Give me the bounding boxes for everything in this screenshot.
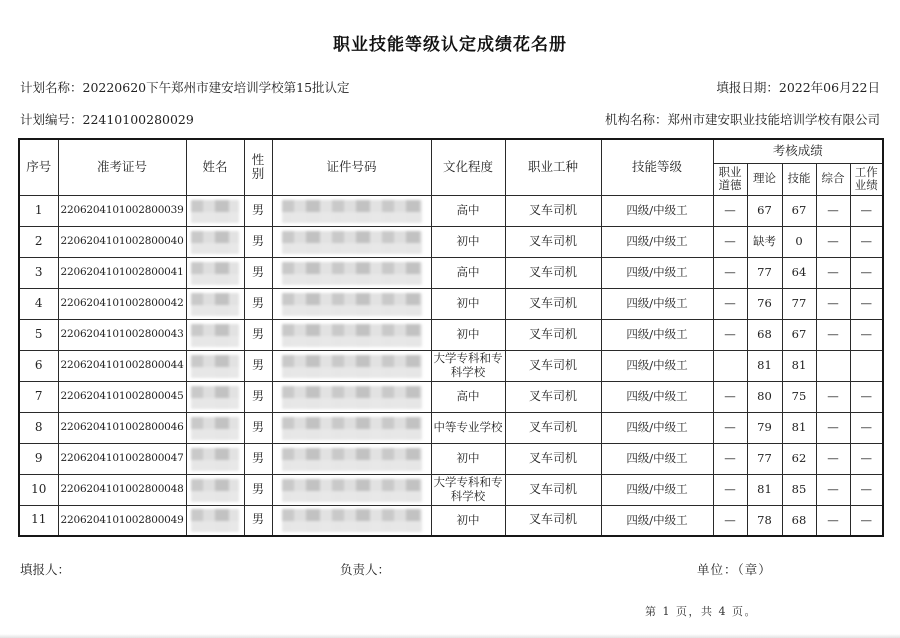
redacted-name-block xyxy=(191,479,239,502)
cell-level: 四级/中级工 xyxy=(601,381,713,412)
cell-gender: 男 xyxy=(244,195,272,226)
cell-id-no xyxy=(272,412,431,443)
cell-score-theory: 68 xyxy=(747,319,782,350)
cell-level: 四级/中级工 xyxy=(601,350,713,381)
table-row xyxy=(19,195,883,226)
redacted-id-block xyxy=(282,386,422,409)
redacted-id-block xyxy=(282,509,422,532)
cell-occupation: 叉车司机 xyxy=(505,505,601,536)
cell-id-no xyxy=(272,505,431,536)
header-name: 姓名 xyxy=(186,139,244,195)
redacted-name-block xyxy=(191,417,239,440)
cell-score-work: — xyxy=(850,288,883,319)
cell-score-overall: — xyxy=(816,288,850,319)
cell-score-skill: 81 xyxy=(782,412,816,443)
scan-edge-shadow xyxy=(0,634,900,638)
cell-seq: 10 xyxy=(19,474,58,505)
redacted-id-block xyxy=(282,293,422,316)
cell-gender: 男 xyxy=(244,319,272,350)
cell-score-overall: — xyxy=(816,195,850,226)
cell-name xyxy=(186,350,244,381)
results-table-wrapper xyxy=(18,138,882,537)
cell-ticket: 2206204101002800046 xyxy=(58,412,186,443)
cell-seq: 6 xyxy=(19,350,58,381)
cell-education: 大学专科和专科学校 xyxy=(431,350,505,381)
header-score-ethics: 职业道德 xyxy=(713,163,747,195)
header-seq: 序号 xyxy=(19,139,58,195)
cell-name xyxy=(186,443,244,474)
cell-score-overall: — xyxy=(816,319,850,350)
cell-score-work: — xyxy=(850,257,883,288)
cell-score-overall: — xyxy=(816,381,850,412)
cell-score-skill: 68 xyxy=(782,505,816,536)
cell-name xyxy=(186,226,244,257)
table-row xyxy=(19,474,883,505)
cell-score-ethics: — xyxy=(713,443,747,474)
cell-seq: 2 xyxy=(19,226,58,257)
cell-education: 中等专业学校 xyxy=(431,412,505,443)
cell-name xyxy=(186,257,244,288)
table-row xyxy=(19,257,883,288)
redacted-name-block xyxy=(191,355,239,378)
table-row xyxy=(19,381,883,412)
cell-score-ethics: — xyxy=(713,505,747,536)
table-row xyxy=(19,226,883,257)
cell-score-skill: 75 xyxy=(782,381,816,412)
cell-level: 四级/中级工 xyxy=(601,505,713,536)
cell-score-ethics: — xyxy=(713,381,747,412)
cell-score-ethics: — xyxy=(713,257,747,288)
meta-row-top xyxy=(20,78,880,96)
results-table xyxy=(18,138,884,537)
cell-score-work: — xyxy=(850,226,883,257)
cell-level: 四级/中级工 xyxy=(601,319,713,350)
cell-level: 四级/中级工 xyxy=(601,474,713,505)
redacted-id-block xyxy=(282,262,422,285)
cell-name xyxy=(186,195,244,226)
cell-ticket: 2206204101002800042 xyxy=(58,288,186,319)
cell-gender: 男 xyxy=(244,505,272,536)
cell-score-work: — xyxy=(850,505,883,536)
cell-gender: 男 xyxy=(244,381,272,412)
header-score-group: 考核成绩 xyxy=(713,139,883,163)
cell-score-skill: 67 xyxy=(782,195,816,226)
cell-score-work: — xyxy=(850,443,883,474)
redacted-id-block xyxy=(282,200,422,223)
cell-score-ethics: — xyxy=(713,319,747,350)
cell-score-theory: 80 xyxy=(747,381,782,412)
cell-score-theory: 77 xyxy=(747,443,782,474)
cell-score-overall: — xyxy=(816,257,850,288)
cell-score-ethics: — xyxy=(713,412,747,443)
cell-education: 大学专科和专科学校 xyxy=(431,474,505,505)
report-date-text: 填报日期：2022年06月22日 xyxy=(716,80,880,95)
cell-level: 四级/中级工 xyxy=(601,288,713,319)
cell-ticket: 2206204101002800043 xyxy=(58,319,186,350)
cell-score-overall: — xyxy=(816,412,850,443)
plan-name-text: 计划名称：20220620下午郑州市建安培训学校第15批认定 xyxy=(20,80,350,95)
header-occupation: 职业工种 xyxy=(505,139,601,195)
cell-score-overall: — xyxy=(816,474,850,505)
cell-score-work xyxy=(850,350,883,381)
page-title: 职业技能等级认定成绩花名册 xyxy=(333,35,567,55)
table-row xyxy=(19,505,883,536)
cell-score-skill: 67 xyxy=(782,319,816,350)
cell-score-skill: 77 xyxy=(782,288,816,319)
cell-seq: 5 xyxy=(19,319,58,350)
header-score-theory: 理论 xyxy=(747,163,782,195)
cell-education: 高中 xyxy=(431,257,505,288)
cell-occupation: 叉车司机 xyxy=(505,226,601,257)
cell-ticket: 2206204101002800048 xyxy=(58,474,186,505)
cell-ticket: 2206204101002800041 xyxy=(58,257,186,288)
cell-education: 初中 xyxy=(431,443,505,474)
cell-education: 高中 xyxy=(431,381,505,412)
cell-score-theory: 缺考 xyxy=(747,226,782,257)
cell-id-no xyxy=(272,350,431,381)
cell-occupation: 叉车司机 xyxy=(505,319,601,350)
redacted-id-block xyxy=(282,324,422,347)
cell-seq: 9 xyxy=(19,443,58,474)
cell-score-ethics xyxy=(713,350,747,381)
header-ticket: 准考证号 xyxy=(58,139,186,195)
cell-id-no xyxy=(272,474,431,505)
cell-score-skill: 0 xyxy=(782,226,816,257)
redacted-name-block xyxy=(191,386,239,409)
cell-name xyxy=(186,474,244,505)
cell-gender: 男 xyxy=(244,257,272,288)
cell-level: 四级/中级工 xyxy=(601,412,713,443)
cell-score-work: — xyxy=(850,412,883,443)
cell-occupation: 叉车司机 xyxy=(505,381,601,412)
cell-occupation: 叉车司机 xyxy=(505,350,601,381)
cell-occupation: 叉车司机 xyxy=(505,288,601,319)
cell-score-work: — xyxy=(850,319,883,350)
cell-score-ethics: — xyxy=(713,288,747,319)
cell-id-no xyxy=(272,288,431,319)
cell-gender: 男 xyxy=(244,350,272,381)
cell-ticket: 2206204101002800047 xyxy=(58,443,186,474)
cell-name xyxy=(186,288,244,319)
cell-name xyxy=(186,319,244,350)
table-row xyxy=(19,412,883,443)
cell-gender: 男 xyxy=(244,226,272,257)
cell-occupation: 叉车司机 xyxy=(505,474,601,505)
header-level: 技能等级 xyxy=(601,139,713,195)
cell-id-no xyxy=(272,257,431,288)
cell-education: 初中 xyxy=(431,505,505,536)
cell-score-ethics: — xyxy=(713,226,747,257)
cell-score-ethics: — xyxy=(713,474,747,505)
redacted-id-block xyxy=(282,448,422,471)
cell-score-theory: 76 xyxy=(747,288,782,319)
cell-score-overall: — xyxy=(816,443,850,474)
cell-score-work: — xyxy=(850,195,883,226)
cell-ticket: 2206204101002800040 xyxy=(58,226,186,257)
cell-gender: 男 xyxy=(244,412,272,443)
cell-seq: 1 xyxy=(19,195,58,226)
cell-education: 初中 xyxy=(431,319,505,350)
cell-score-skill: 64 xyxy=(782,257,816,288)
unit-seal-label: 单位：（章） xyxy=(697,562,772,577)
redacted-name-block xyxy=(191,324,239,347)
table-row xyxy=(19,443,883,474)
table-body xyxy=(19,195,883,536)
header-row-group xyxy=(19,139,883,163)
cell-gender: 男 xyxy=(244,443,272,474)
header-score-skill: 技能 xyxy=(782,163,816,195)
redacted-id-block xyxy=(282,231,422,254)
cell-score-theory: 78 xyxy=(747,505,782,536)
cell-score-skill: 85 xyxy=(782,474,816,505)
plan-no-text: 计划编号：22410100280029 xyxy=(20,112,194,127)
cell-level: 四级/中级工 xyxy=(601,195,713,226)
cell-score-theory: 67 xyxy=(747,195,782,226)
cell-score-ethics: — xyxy=(713,195,747,226)
cell-score-work: — xyxy=(850,474,883,505)
redacted-name-block xyxy=(191,448,239,471)
table-row xyxy=(19,288,883,319)
cell-level: 四级/中级工 xyxy=(601,257,713,288)
cell-id-no xyxy=(272,381,431,412)
cell-id-no xyxy=(272,443,431,474)
cell-occupation: 叉车司机 xyxy=(505,412,601,443)
redacted-name-block xyxy=(191,293,239,316)
redacted-id-block xyxy=(282,355,422,378)
header-id-no: 证件号码 xyxy=(272,139,431,195)
redacted-id-block xyxy=(282,479,422,502)
cell-name xyxy=(186,505,244,536)
cell-ticket: 2206204101002800044 xyxy=(58,350,186,381)
cell-education: 初中 xyxy=(431,288,505,319)
cell-id-no xyxy=(272,226,431,257)
header-score-work: 工作业绩 xyxy=(850,163,883,195)
page-indicator: 第 1 页，共 4 页。 xyxy=(645,605,757,618)
cell-id-no xyxy=(272,195,431,226)
redacted-name-block xyxy=(191,231,239,254)
cell-level: 四级/中级工 xyxy=(601,226,713,257)
cell-gender: 男 xyxy=(244,474,272,505)
cell-score-theory: 81 xyxy=(747,350,782,381)
table-row xyxy=(19,350,883,381)
cell-occupation: 叉车司机 xyxy=(505,443,601,474)
header-gender: 性别 xyxy=(244,139,272,195)
redacted-name-block xyxy=(191,509,239,532)
org-name-text: 机构名称：郑州市建安职业技能培训学校有限公司 xyxy=(604,112,880,127)
cell-score-theory: 77 xyxy=(747,257,782,288)
cell-score-overall: — xyxy=(816,505,850,536)
cell-seq: 8 xyxy=(19,412,58,443)
cell-name xyxy=(186,381,244,412)
cell-score-theory: 81 xyxy=(747,474,782,505)
cell-score-skill: 81 xyxy=(782,350,816,381)
meta-row-bottom xyxy=(20,110,880,128)
cell-seq: 3 xyxy=(19,257,58,288)
cell-education: 初中 xyxy=(431,226,505,257)
redacted-id-block xyxy=(282,417,422,440)
cell-score-theory: 79 xyxy=(747,412,782,443)
cell-score-overall: — xyxy=(816,226,850,257)
redacted-name-block xyxy=(191,262,239,285)
cell-seq: 7 xyxy=(19,381,58,412)
header-score-overall: 综合 xyxy=(816,163,850,195)
cell-ticket: 2206204101002800039 xyxy=(58,195,186,226)
filler-label: 填报人： xyxy=(20,562,71,577)
cell-seq: 4 xyxy=(19,288,58,319)
cell-occupation: 叉车司机 xyxy=(505,195,601,226)
cell-occupation: 叉车司机 xyxy=(505,257,601,288)
cell-ticket: 2206204101002800045 xyxy=(58,381,186,412)
cell-gender: 男 xyxy=(244,288,272,319)
cell-score-overall xyxy=(816,350,850,381)
table-row xyxy=(19,319,883,350)
cell-score-work: — xyxy=(850,381,883,412)
cell-education: 高中 xyxy=(431,195,505,226)
cell-name xyxy=(186,412,244,443)
cell-id-no xyxy=(272,319,431,350)
header-education: 文化程度 xyxy=(431,139,505,195)
redacted-name-block xyxy=(191,200,239,223)
cell-score-skill: 62 xyxy=(782,443,816,474)
cell-level: 四级/中级工 xyxy=(601,443,713,474)
cell-ticket: 2206204101002800049 xyxy=(58,505,186,536)
manager-label: 负责人： xyxy=(340,562,391,577)
cell-seq: 11 xyxy=(19,505,58,536)
